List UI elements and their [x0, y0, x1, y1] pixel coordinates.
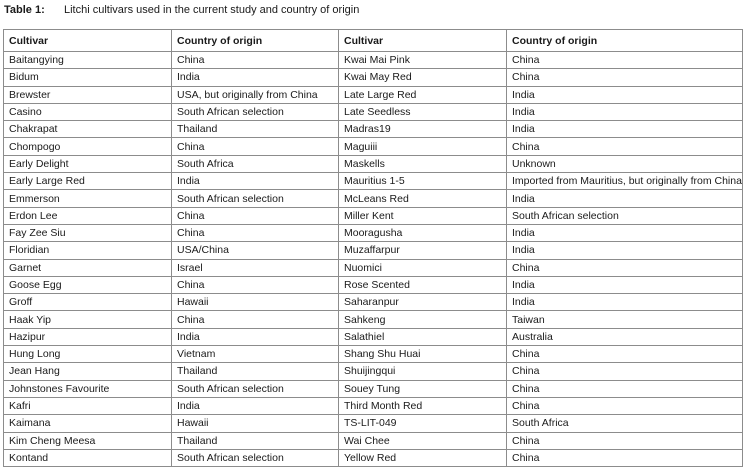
cell-country: Australia [507, 328, 743, 345]
cell-cultivar: Maskells [339, 155, 507, 172]
table-row [4, 138, 743, 155]
cell-cultivar: Souey Tung [339, 380, 507, 397]
cell-country: China [172, 138, 339, 155]
cell-cultivar: Hung Long [4, 346, 172, 363]
table-row [4, 121, 743, 138]
cell-country: South Africa [172, 155, 339, 172]
table-row [4, 224, 743, 241]
cell-country: Thailand [172, 363, 339, 380]
table-row [4, 449, 743, 466]
cell-cultivar: Kaimana [4, 415, 172, 432]
table-row [4, 103, 743, 120]
table-row [4, 52, 743, 69]
cell-country: USA/China [172, 242, 339, 259]
header-cultivar-left: Cultivar [4, 30, 172, 52]
cell-cultivar: Early Delight [4, 155, 172, 172]
table-row [4, 86, 743, 103]
cell-cultivar: Kafri [4, 397, 172, 414]
cell-cultivar: Saharanpur [339, 294, 507, 311]
header-cultivar-right: Cultivar [339, 30, 507, 52]
cell-cultivar: Nuomici [339, 259, 507, 276]
cell-cultivar: Hazipur [4, 328, 172, 345]
cell-country: Imported from Mauritius, but originally from China [507, 173, 743, 190]
cultivar-table [3, 29, 743, 467]
cell-cultivar: Kwai May Red [339, 69, 507, 86]
table-row [4, 346, 743, 363]
table-row [4, 397, 743, 414]
cell-cultivar: Madras19 [339, 121, 507, 138]
cell-cultivar: Kim Cheng Meesa [4, 432, 172, 449]
cell-cultivar: Floridian [4, 242, 172, 259]
cell-cultivar: Salathiel [339, 328, 507, 345]
cell-cultivar: Wai Chee [339, 432, 507, 449]
cell-cultivar: Baitangying [4, 52, 172, 69]
table-row [4, 207, 743, 224]
cell-country: Hawaii [172, 294, 339, 311]
cell-cultivar: Shang Shu Huai [339, 346, 507, 363]
cell-country: Israel [172, 259, 339, 276]
table-row [4, 190, 743, 207]
cell-cultivar: Rose Scented [339, 276, 507, 293]
table-row [4, 380, 743, 397]
cell-cultivar: Brewster [4, 86, 172, 103]
cell-cultivar: Kwai Mai Pink [339, 52, 507, 69]
cell-country: Vietnam [172, 346, 339, 363]
cell-cultivar: Shuijingqui [339, 363, 507, 380]
cell-country: China [172, 207, 339, 224]
header-country-left: Country of origin [172, 30, 339, 52]
cell-country: South African selection [172, 190, 339, 207]
cell-cultivar: Late Large Red [339, 86, 507, 103]
cell-cultivar: Third Month Red [339, 397, 507, 414]
cell-country: India [507, 294, 743, 311]
header-country-right: Country of origin [507, 30, 743, 52]
table-row [4, 328, 743, 345]
table-row [4, 294, 743, 311]
cell-cultivar: Casino [4, 103, 172, 120]
cell-country: Taiwan [507, 311, 743, 328]
cell-country: India [172, 397, 339, 414]
cell-cultivar: McLeans Red [339, 190, 507, 207]
cell-cultivar: Garnet [4, 259, 172, 276]
cell-cultivar: Miller Kent [339, 207, 507, 224]
cell-cultivar: Mauritius 1-5 [339, 173, 507, 190]
table-row [4, 311, 743, 328]
cell-country: Unknown [507, 155, 743, 172]
table-row [4, 432, 743, 449]
table-caption-label: Table 1: [4, 4, 45, 16]
cell-cultivar: Jean Hang [4, 363, 172, 380]
cell-country: India [507, 86, 743, 103]
table-row [4, 155, 743, 172]
cell-cultivar: Mooragusha [339, 224, 507, 241]
table-row [4, 415, 743, 432]
cell-country: India [507, 224, 743, 241]
cell-country: South African selection [507, 207, 743, 224]
table-row [4, 69, 743, 86]
cell-country: China [507, 346, 743, 363]
cell-cultivar: Bidum [4, 69, 172, 86]
cell-country: China [507, 69, 743, 86]
table-row [4, 173, 743, 190]
cell-country: South African selection [172, 103, 339, 120]
cell-country: Thailand [172, 432, 339, 449]
cell-country: South African selection [172, 449, 339, 466]
cell-country: India [172, 69, 339, 86]
table-row [4, 276, 743, 293]
cell-country: China [507, 138, 743, 155]
cell-country: India [172, 173, 339, 190]
cell-cultivar: Early Large Red [4, 173, 172, 190]
cell-country: South African selection [172, 380, 339, 397]
cell-cultivar: Fay Zee Siu [4, 224, 172, 241]
cell-country: India [507, 242, 743, 259]
cell-country: India [507, 121, 743, 138]
table-row [4, 363, 743, 380]
cell-country: Thailand [172, 121, 339, 138]
table-body [4, 52, 743, 467]
cell-cultivar: Chompogo [4, 138, 172, 155]
cell-country: India [507, 103, 743, 120]
cell-country: China [507, 363, 743, 380]
cell-country: China [507, 397, 743, 414]
cell-country: India [172, 328, 339, 345]
cell-country: China [507, 380, 743, 397]
cell-cultivar: Haak Yip [4, 311, 172, 328]
cell-cultivar: Sahkeng [339, 311, 507, 328]
cell-country: Hawaii [172, 415, 339, 432]
table-header-row [4, 30, 743, 52]
cell-country: China [507, 259, 743, 276]
cell-cultivar: Erdon Lee [4, 207, 172, 224]
cell-cultivar: Yellow Red [339, 449, 507, 466]
cell-cultivar: Muzaffarpur [339, 242, 507, 259]
cell-country: China [507, 432, 743, 449]
cell-cultivar: Goose Egg [4, 276, 172, 293]
cell-country: China [172, 311, 339, 328]
cell-country: China [172, 224, 339, 241]
cell-country: China [507, 52, 743, 69]
cell-cultivar: Maguiii [339, 138, 507, 155]
cell-cultivar: Kontand [4, 449, 172, 466]
table-caption [4, 3, 359, 17]
cell-country: China [172, 52, 339, 69]
table-caption-text: Litchi cultivars used in the current study and country of origin [64, 4, 360, 16]
cell-country: China [172, 276, 339, 293]
cell-country: India [507, 190, 743, 207]
cell-cultivar: Johnstones Favourite [4, 380, 172, 397]
table-row [4, 259, 743, 276]
cell-cultivar: Late Seedless [339, 103, 507, 120]
cell-country: USA, but originally from China [172, 86, 339, 103]
cell-cultivar: Chakrapat [4, 121, 172, 138]
cell-cultivar: TS-LIT-049 [339, 415, 507, 432]
cell-country: South Africa [507, 415, 743, 432]
cell-cultivar: Emmerson [4, 190, 172, 207]
cell-cultivar: Groff [4, 294, 172, 311]
cell-country: India [507, 276, 743, 293]
cell-country: China [507, 449, 743, 466]
table-row [4, 242, 743, 259]
